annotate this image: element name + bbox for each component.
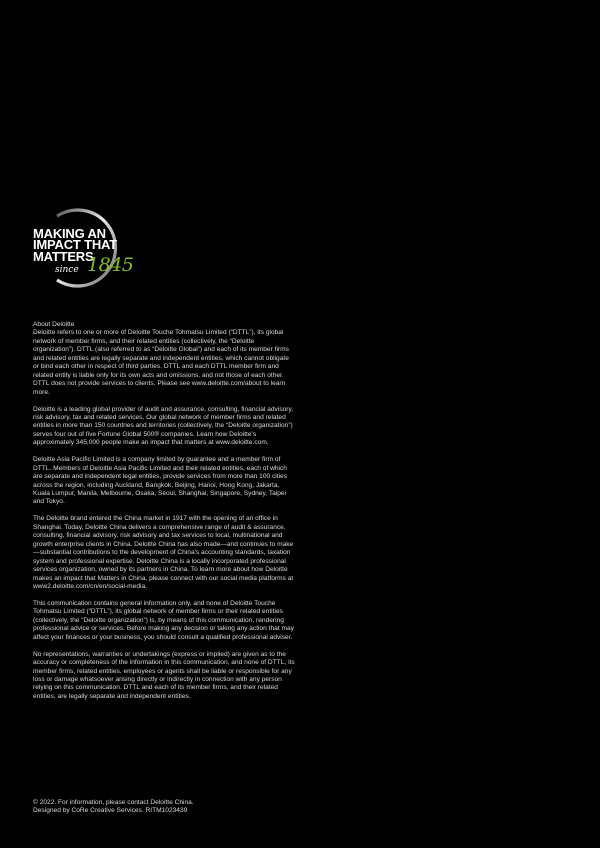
copyright-text: © 2022. For information, please contact Deloitte China. — [33, 799, 194, 806]
about-paragraph-6: No representations, warranties or undertakings (express or implied) are given as to the accuracy or completeness of the information in this communication, and none of DTTL, its member firms, related entities, employees or agents shall be liable or responsible for any loss or damage whatsoever arising directly or indirectly in connection with any person relying on this communication. DTTL and each of its member firms, and their related entities, are legally separate and independent entities. — [33, 650, 295, 700]
designed-by-text: Designed by CoRe Creative Services. RITM1023439 — [33, 807, 188, 815]
about-heading: About Deloitte — [33, 321, 75, 328]
about-paragraph-1 — [33, 321, 295, 397]
badge-text-line1: MAKING AN — [33, 226, 106, 241]
badge-text-line3: MATTERS — [33, 249, 94, 264]
about-deloitte-section — [33, 321, 295, 710]
badge-text-line2: IMPACT THAT — [33, 237, 117, 252]
badge-year: 1845 — [87, 254, 134, 276]
about-paragraph-2: Deloitte is a leading global provider of audit and assurance, consulting, financial advisory, risk advisory, tax and related services. Our global network of member firms and related entities in more than 150 countries and territories (collectively, the “Deloitte organization”) serves four out of five Fortune Global 500® companies. Learn how Deloitte’s approximately 345,000 people make an impact that matters at www.deloitte.com. — [33, 405, 294, 447]
about-paragraph-3: Deloitte Asia Pacific Limited is a company limited by guarantee and a member firm of DTTL. Members of Deloitte Asia Pacific Limited and their related entities, each of which are separate and independent legal entities, provide services from more than 100 cities across the region, including Auckland, Bangkok, Beijing, Hanoi, Hong Kong, Jakarta, Kuala Lumpur, Manila, Melbourne, Osaka, Seoul, Shanghai, Singapore, Sydney, Taipei and Tokyo. — [33, 456, 288, 506]
badge-since: since — [55, 265, 79, 275]
about-text-1: Deloitte refers to one or more of Deloitte Touche Tohmatsu Limited (“DTTL”), its global network of member firms, and their related entities (collectively, the “Deloitte organization”). DTTL (also referred to as “Deloitte Global”) and each of its member firms and related entities are legally separate and independent entities, which cannot obligate or bind each other in respect of third parties. DTTL and each DTTL member firm and related entity is liable only for its own acts and omissions, and not those of each other. DTTL does not provide services to clients. Please see www.deloitte.com/about to learn more. — [33, 329, 289, 396]
about-paragraph-4: The Deloitte brand entered the China market in 1917 with the opening of an office in Shanghai. Today, Deloitte China delivers a comprehensive range of audit & assurance, consulting, financial advisory, risk advisory and tax services to local, multinational and growth enterprise clients in China. Deloitte China has also made—and continues to make—substantial contributions to the development of China's accounting standards, taxation system and professional expertise. Deloitte China is a locally incorporated professional services organization, owned by its partners in China. To learn more about how Deloitte makes an impact that Matters in China, please connect with our social media platforms at www2.deloitte.com/cn/en/social-media. — [33, 515, 294, 590]
impact-badge-logo — [27, 207, 134, 289]
footer — [33, 799, 295, 816]
about-paragraph-5: This communication contains general information only, and none of Deloitte Touche Tohmatsu Limited (“DTTL”), its global network of member firms or their related entities (collectively, the “Deloitte organization”) is, by means of this communication, rendering professional advice or services. Before making any decision or taking any action that may affect your finances or your business, you should consult a qualified professional adviser. — [33, 599, 294, 641]
